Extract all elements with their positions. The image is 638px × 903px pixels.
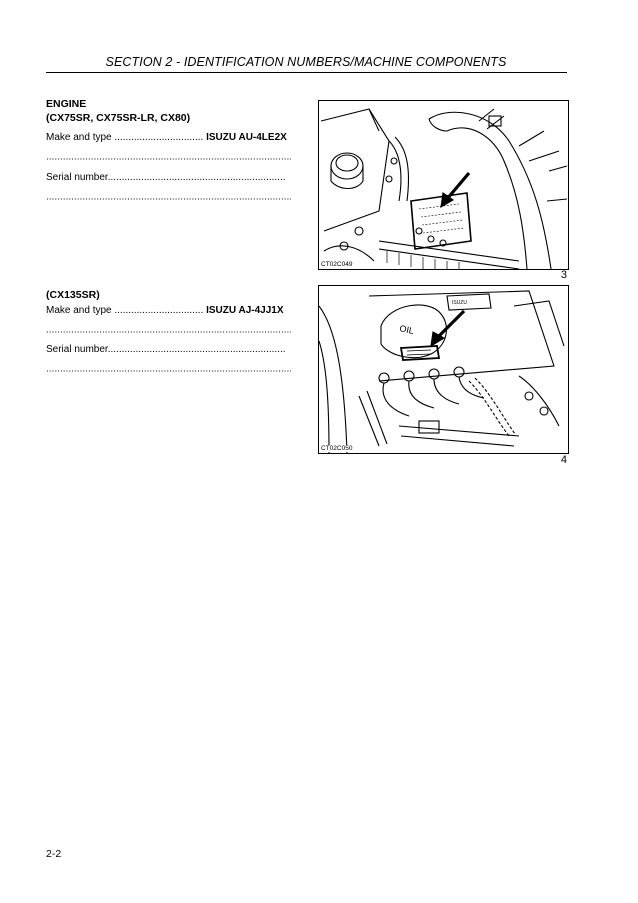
- figure-4-number: 4: [560, 454, 567, 466]
- blank-fill-line: [46, 158, 291, 160]
- engine2-models: (CX135SR): [46, 289, 100, 301]
- page-number: 2-2: [46, 848, 62, 860]
- engine1-serial-number: Serial number................................................................: [46, 172, 286, 183]
- figure-3-code: CT02C049: [321, 261, 353, 268]
- engine-heading: ENGINE: [46, 98, 87, 110]
- blank-fill-line: [46, 198, 291, 200]
- header-rule: [46, 72, 567, 73]
- figure-3-engine-photo: [318, 100, 569, 270]
- make-type-label: Make and type ................................: [46, 132, 204, 143]
- make-type-value: ISUZU AU-4LE2X: [206, 132, 287, 143]
- engine2-make-type: [46, 304, 291, 317]
- blank-fill-line: [46, 370, 291, 372]
- blank-fill-line: [46, 331, 291, 333]
- engine-illustration-4: [319, 286, 568, 453]
- figure-4-engine-photo: [318, 285, 569, 454]
- engine1-models: (CX75SR, CX75SR-LR, CX80): [46, 112, 191, 124]
- engine1-make-type: [46, 131, 291, 144]
- figure-4-code: CT02C050: [321, 445, 353, 452]
- engine2-serial-number: Serial number................................................................: [46, 344, 286, 355]
- oil-cap-text: OIL: [398, 323, 415, 336]
- engine-illustration-3: [319, 101, 568, 269]
- figure-3-number: 3: [560, 269, 567, 281]
- section-title: SECTION 2 - IDENTIFICATION NUMBERS/MACHINE COMPONENTS: [105, 55, 507, 69]
- make-type-label: Make and type ................................: [46, 305, 204, 316]
- make-type-value: ISUZU AJ-4JJ1X: [206, 305, 284, 316]
- cover-plate-text: ISUZU: [452, 300, 467, 306]
